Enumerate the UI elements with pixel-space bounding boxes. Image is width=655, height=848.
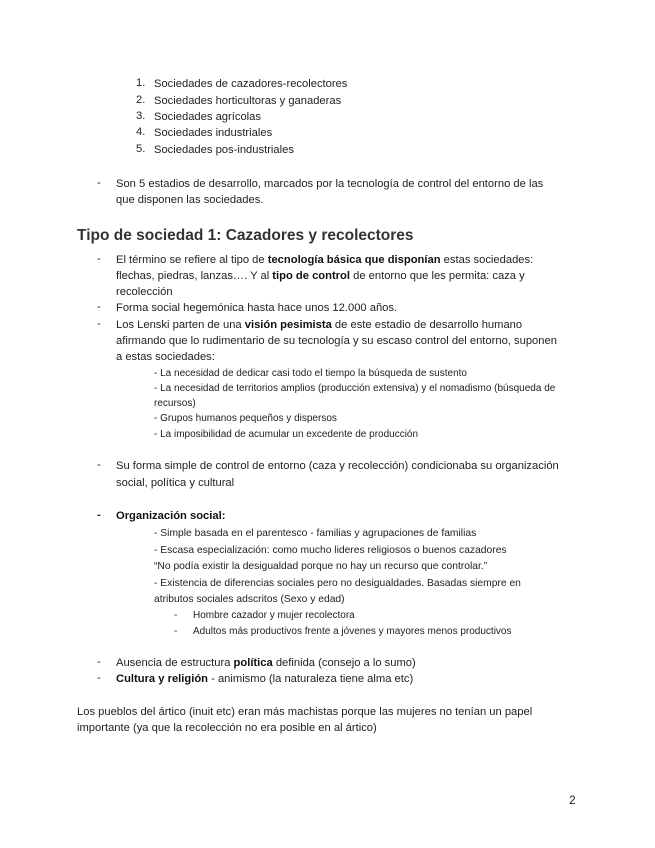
bullet-text: Ausencia de estructura política definida (consejo a lo sumo)	[116, 657, 416, 669]
list-number: 4.	[136, 126, 146, 138]
list-item: Sociedades horticultoras y ganaderas	[154, 95, 342, 107]
paragraph-line: Los pueblos del ártico (inuit etc) eran más machistas porque las mujeres no tenían un papel	[77, 706, 533, 718]
list-item: Sociedades agrícolas	[154, 111, 261, 123]
sub-item: - Simple basada en el parentesco - familias y agrupaciones de familias	[154, 528, 477, 539]
sub-sub-item: Adultos más productivos frente a jóvenes y mayores menos productivos	[193, 626, 512, 637]
bullet-text: afirmando que lo rudimentario de su tecnología y su escaso control del entorno, suponen	[116, 335, 557, 347]
bullet-text: flechas, piedras, lanzas…. Y al tipo de control de entorno que les permita: caza y	[116, 270, 525, 282]
bullet-text: recolección	[116, 286, 173, 298]
sub-sub-dash: -	[174, 610, 178, 621]
sub-sub-dash: -	[174, 626, 178, 637]
bullet-text: Forma social hegemónica hasta hace unos 12.000 años.	[116, 302, 398, 314]
list-item: Sociedades de cazadores-recolectores	[154, 78, 348, 90]
bullet-text: El término se refiere al tipo de tecnología básica que disponían estas sociedades:	[116, 254, 534, 266]
page-number: 2	[569, 793, 576, 807]
bullet-text: que disponen las sociedades.	[116, 194, 264, 206]
bullet-dash: -	[97, 177, 101, 189]
bullet-text: Los Lenski parten de una visión pesimista de este estadio de desarrollo humano	[116, 319, 523, 331]
list-item: Sociedades industriales	[154, 127, 273, 139]
bullet-dash: -	[97, 509, 101, 521]
sub-item: atributos sociales adscritos (Sexo y edad)	[154, 594, 345, 605]
bullet-text: Cultura y religión - animismo (la naturaleza tiene alma etc)	[116, 673, 414, 685]
sub-item: - La necesidad de territorios amplios (producción extensiva) y el nomadismo (búsqueda de	[154, 383, 556, 394]
bullet-dash: -	[97, 656, 101, 668]
bullet-text: a estas sociedades:	[116, 351, 215, 363]
list-number: 2.	[136, 94, 146, 106]
bullet-dash: -	[97, 301, 101, 313]
section-heading: Tipo de sociedad 1: Cazadores y recolectores	[77, 227, 414, 244]
subsection-title: Organización social:	[116, 510, 226, 522]
sub-item: - La necesidad de dedicar casi todo el tiempo la búsqueda de sustento	[154, 368, 467, 379]
bullet-text: Son 5 estadios de desarrollo, marcados por la tecnología de control del entorno de las	[116, 178, 544, 190]
list-number: 1.	[136, 77, 146, 89]
sub-item: - Escasa especialización: como mucho lideres religiosos o buenos cazadores	[154, 545, 507, 556]
sub-sub-item: Hombre cazador y mujer recolectora	[193, 610, 355, 621]
quote: “No podía existir la desigualdad porque no hay un recurso que controlar.”	[154, 561, 488, 572]
paragraph-line: importante (ya que la recolección no era posible en al ártico)	[77, 722, 377, 734]
bullet-text: social, política y cultural	[116, 477, 235, 489]
bullet-dash: -	[97, 253, 101, 265]
list-number: 3.	[136, 110, 146, 122]
sub-item: - Grupos humanos pequeños y dispersos	[154, 413, 337, 424]
list-number: 5.	[136, 143, 146, 155]
sub-item: - Existencia de diferencias sociales pero no desigualdades. Basadas siempre en	[154, 578, 521, 589]
bullet-dash: -	[97, 459, 101, 471]
bullet-dash: -	[97, 672, 101, 684]
sub-item: - La imposibilidad de acumular un excedente de producción	[154, 429, 419, 440]
bullet-text: Su forma simple de control de entorno (caza y recolección) condicionaba su organización	[116, 460, 559, 472]
list-item: Sociedades pos-industriales	[154, 144, 294, 156]
sub-item: recursos)	[154, 398, 196, 409]
bullet-dash: -	[97, 318, 101, 330]
